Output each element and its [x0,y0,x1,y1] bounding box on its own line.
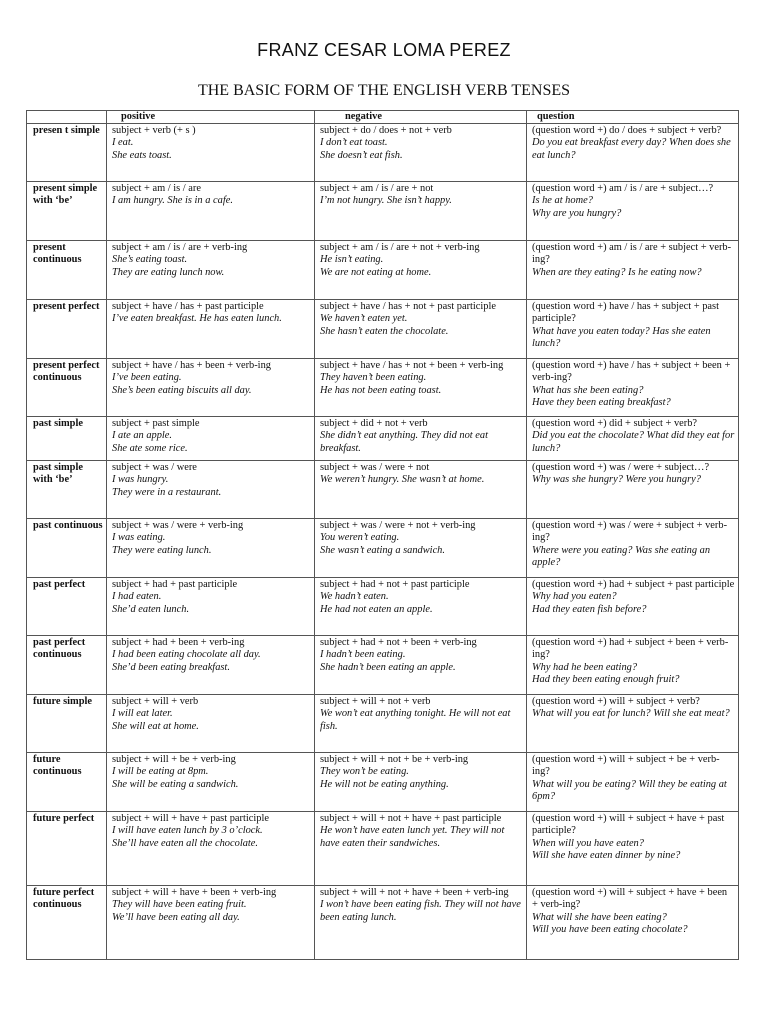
question-cell [527,182,739,241]
tense-name: present perfect [27,300,107,359]
positive-example: She’d been eating breakfast. [112,661,230,673]
negative-form: subject + had + not + been + verb-ing [320,637,477,649]
question-example: When will you have eaten? [532,837,644,849]
negative-example: We weren’t hungry. She wasn’t at home. [320,474,485,486]
question-cell [527,753,739,812]
positive-example: They were eating lunch. [112,544,212,556]
positive-example: We’ll have been eating all day. [112,911,240,923]
tense-name: present continuous [27,241,107,300]
page-title: THE BASIC FORM OF THE ENGLISH VERB TENSES [197,82,571,99]
tense-name: past simple [27,417,107,461]
negative-cell [315,695,527,753]
table-row [27,519,739,578]
positive-form: subject + had + past participle [112,579,238,591]
verb-tenses-table [26,110,739,960]
question-form: (question word +) did + subject + verb? [532,418,698,430]
negative-form: subject + will + not + have + been + verb-ing [320,887,509,899]
table-row [27,417,739,461]
table-row [27,241,739,300]
question-example: Did you eat the chocolate? What did they eat for lunch? [532,430,735,454]
negative-cell [315,182,527,241]
positive-form: subject + verb (+ s ) [112,125,196,137]
positive-example: I ate an apple. [112,430,173,442]
negative-cell [315,753,527,812]
negative-example: We won’t eat anything tonight. He will not eat fish. [320,708,511,732]
question-cell [527,636,739,695]
positive-example: I am hungry. She is in a cafe. [112,195,233,207]
question-cell [527,461,739,519]
tense-name: future perfect [27,812,107,886]
positive-cell [107,241,315,300]
question-form: (question word +) will + subject + have + been + verb-ing? [532,887,728,911]
question-example: Why had he been eating? [532,661,638,673]
header-tense [27,111,107,124]
table-row [27,124,739,182]
tense-name: future continuous [27,753,107,812]
positive-form: subject + will + have + been + verb-ing [112,887,277,899]
question-form: (question word +) have / has + subject + been + verb-ing? [532,360,731,384]
question-cell [527,359,739,417]
positive-example: I’ve eaten breakfast. He has eaten lunch. [112,313,282,325]
negative-form: subject + will + not + be + verb-ing [320,754,469,766]
negative-example: I’m not hungry. She isn’t happy. [320,195,452,207]
negative-form: subject + am / is / are + not + verb-ing [320,242,480,254]
table-row [27,461,739,519]
negative-form: subject + was / were + not [320,462,430,474]
negative-example: They won’t be eating. [320,766,409,778]
positive-cell [107,812,315,886]
tense-name: past perfect [27,578,107,636]
question-example: Will you have been eating chocolate? [532,923,688,935]
negative-example: We haven’t eaten yet. [320,313,408,325]
negative-form: subject + was / were + not + verb-ing [320,520,476,532]
negative-cell [315,636,527,695]
author-name: FRANZ CESAR LOMA PEREZ [257,40,511,60]
header-question: question [527,111,739,124]
table-row [27,695,739,753]
positive-example: I had eaten. [112,591,162,603]
negative-form: subject + am / is / are + not [320,183,434,195]
table-row [27,300,739,359]
positive-example: I was hungry. [112,474,169,486]
positive-cell [107,182,315,241]
positive-form: subject + was / were [112,462,197,474]
negative-cell [315,417,527,461]
table-row [27,636,739,695]
question-form: (question word +) am / is / are + subject…? [532,183,714,195]
table-row [27,359,739,417]
question-form: (question word +) have / has + subject + past participle? [532,301,719,325]
negative-example: I don’t eat toast. [320,137,388,149]
positive-form: subject + am / is / are + verb-ing [112,242,248,254]
negative-cell [315,241,527,300]
positive-cell [107,519,315,578]
positive-cell [107,417,315,461]
positive-example: She’s eating toast. [112,254,188,266]
positive-cell [107,461,315,519]
positive-cell [107,300,315,359]
positive-form: subject + will + verb [112,696,199,708]
positive-form: subject + past simple [112,418,200,430]
positive-cell [107,753,315,812]
negative-cell [315,519,527,578]
question-example: What will she have been eating? [532,911,667,923]
question-cell [527,300,739,359]
positive-cell [107,695,315,753]
positive-example: I will have eaten lunch by 3 o’clock. [112,825,263,837]
negative-cell [315,578,527,636]
question-cell [527,124,739,182]
question-cell [527,578,739,636]
tense-name: past continuous [27,519,107,578]
negative-form: subject + did + not + verb [320,418,428,430]
positive-example: I will be eating at 8pm. [112,766,209,778]
tense-name: present perfect continuous [27,359,107,417]
negative-cell [315,812,527,886]
question-example: Will she have eaten dinner by nine? [532,849,681,861]
positive-cell [107,636,315,695]
negative-form: subject + will + not + have + past participle [320,813,502,825]
tense-name: past perfect continuous [27,636,107,695]
tense-name: present simple with ‘be’ [27,182,107,241]
question-form: (question word +) had + subject + been + verb-ing? [532,637,729,661]
negative-form: subject + had + not + past participle [320,579,470,591]
positive-example: I was eating. [112,532,166,544]
negative-example: He won’t have eaten lunch yet. They will not have eaten their sandwiches. [320,825,505,849]
table-row [27,753,739,812]
question-form: (question word +) am / is / are + subject + verb-ing? [532,242,732,266]
negative-form: subject + do / does + not + verb [320,125,452,137]
negative-example: She didn’t eat anything. They did not eat breakfast. [320,430,488,454]
question-example: Had they been eating enough fruit? [532,673,680,685]
negative-example: We are not eating at home. [320,266,432,278]
question-form: (question word +) had + subject + past participle [532,579,735,591]
question-form: (question word +) will + subject + have + past participle? [532,813,725,837]
positive-example: She’ll have eaten all the chocolate. [112,837,258,849]
question-form: (question word +) do / does + subject + verb? [532,125,722,137]
positive-example: I eat. [112,137,134,149]
question-form: (question word +) will + subject + verb? [532,696,700,708]
negative-example: She hadn’t been eating an apple. [320,661,456,673]
positive-form: subject + will + be + verb-ing [112,754,236,766]
question-example: What have you eaten today? Has she eaten lunch? [532,325,711,349]
negative-form: subject + have / has + not + been + verb-ing [320,360,504,372]
question-example: Why are you hungry? [532,207,622,219]
table-body [27,124,739,960]
positive-form: subject + had + been + verb-ing [112,637,245,649]
table-row [27,182,739,241]
header-negative: negative [315,111,527,124]
negative-example: He isn’t eating. [320,254,384,266]
positive-form: subject + was / were + verb-ing [112,520,244,532]
question-example: Do you eat breakfast every day? When does she eat lunch? [532,137,731,161]
question-cell [527,886,739,960]
negative-cell [315,124,527,182]
tense-name: future perfect continuous [27,886,107,960]
positive-example: They were in a restaurant. [112,486,222,498]
positive-example: They will have been eating fruit. [112,899,247,911]
question-cell [527,417,739,461]
header-positive: positive [107,111,315,124]
positive-form: subject + have / has + been + verb-ing [112,360,271,372]
table-row [27,812,739,886]
question-example: Had they eaten fish before? [532,603,647,615]
question-example: Have they been eating breakfast? [532,396,671,408]
question-cell [527,241,739,300]
table-header-row [27,111,739,124]
tense-name: presen t simple [27,124,107,182]
question-example: What has she been eating? [532,384,644,396]
table-row [27,886,739,960]
negative-cell [315,359,527,417]
question-cell [527,812,739,886]
question-example: Why was she hungry? Were you hungry? [532,474,701,486]
positive-cell [107,886,315,960]
positive-example: She will be eating a sandwich. [112,778,239,790]
positive-example: I had been eating chocolate all day. [112,649,261,661]
tense-name: past simple with ‘be’ [27,461,107,519]
negative-example: They haven’t been eating. [320,372,427,384]
negative-form: subject + have / has + not + past participle [320,301,496,313]
question-example: Why had you eaten? [532,591,617,603]
tense-name: future simple [27,695,107,753]
negative-cell [315,300,527,359]
question-cell [527,695,739,753]
positive-example: I will eat later. [112,708,173,720]
positive-example: She will eat at home. [112,720,199,732]
question-example: When are they eating? Is he eating now? [532,266,702,278]
positive-example: She’s been eating biscuits all day. [112,384,252,396]
negative-cell [315,886,527,960]
negative-form: subject + will + not + verb [320,696,431,708]
question-example: What will you eat for lunch? Will she eat meat? [532,708,730,720]
negative-example: He had not eaten an apple. [320,603,433,615]
table-row [27,578,739,636]
positive-example: She eats toast. [112,149,172,161]
positive-form: subject + am / is / are [112,183,201,195]
negative-example: She hasn’t eaten the chocolate. [320,325,449,337]
positive-example: She ate some rice. [112,442,188,454]
negative-example: You weren’t eating. [320,532,400,544]
positive-example: She’d eaten lunch. [112,603,190,615]
positive-example: I’ve been eating. [112,372,182,384]
negative-example: I won’t have been eating fish. They will not have been eating lunch. [320,899,521,923]
positive-example: They are eating lunch now. [112,266,225,278]
negative-example: He will not be eating anything. [320,778,449,790]
negative-example: She doesn’t eat fish. [320,149,403,161]
positive-form: subject + will + have + past participle [112,813,269,825]
question-cell [527,519,739,578]
question-form: (question word +) was / were + subject…? [532,462,710,474]
positive-cell [107,578,315,636]
positive-cell [107,124,315,182]
question-example: What will you be eating? Will they be eating at 6pm? [532,778,727,802]
question-form: (question word +) will + subject + be + verb-ing? [532,754,720,778]
positive-cell [107,359,315,417]
question-example: Is he at home? [532,195,593,207]
positive-form: subject + have / has + past participle [112,301,264,313]
question-form: (question word +) was / were + subject + verb-ing? [532,520,728,544]
question-example: Where were you eating? Was she eating an apple? [532,544,711,568]
negative-example: I hadn’t been eating. [320,649,406,661]
negative-example: She wasn’t eating a sandwich. [320,544,445,556]
negative-example: He has not been eating toast. [320,384,442,396]
negative-example: We hadn’t eaten. [320,591,389,603]
negative-cell [315,461,527,519]
